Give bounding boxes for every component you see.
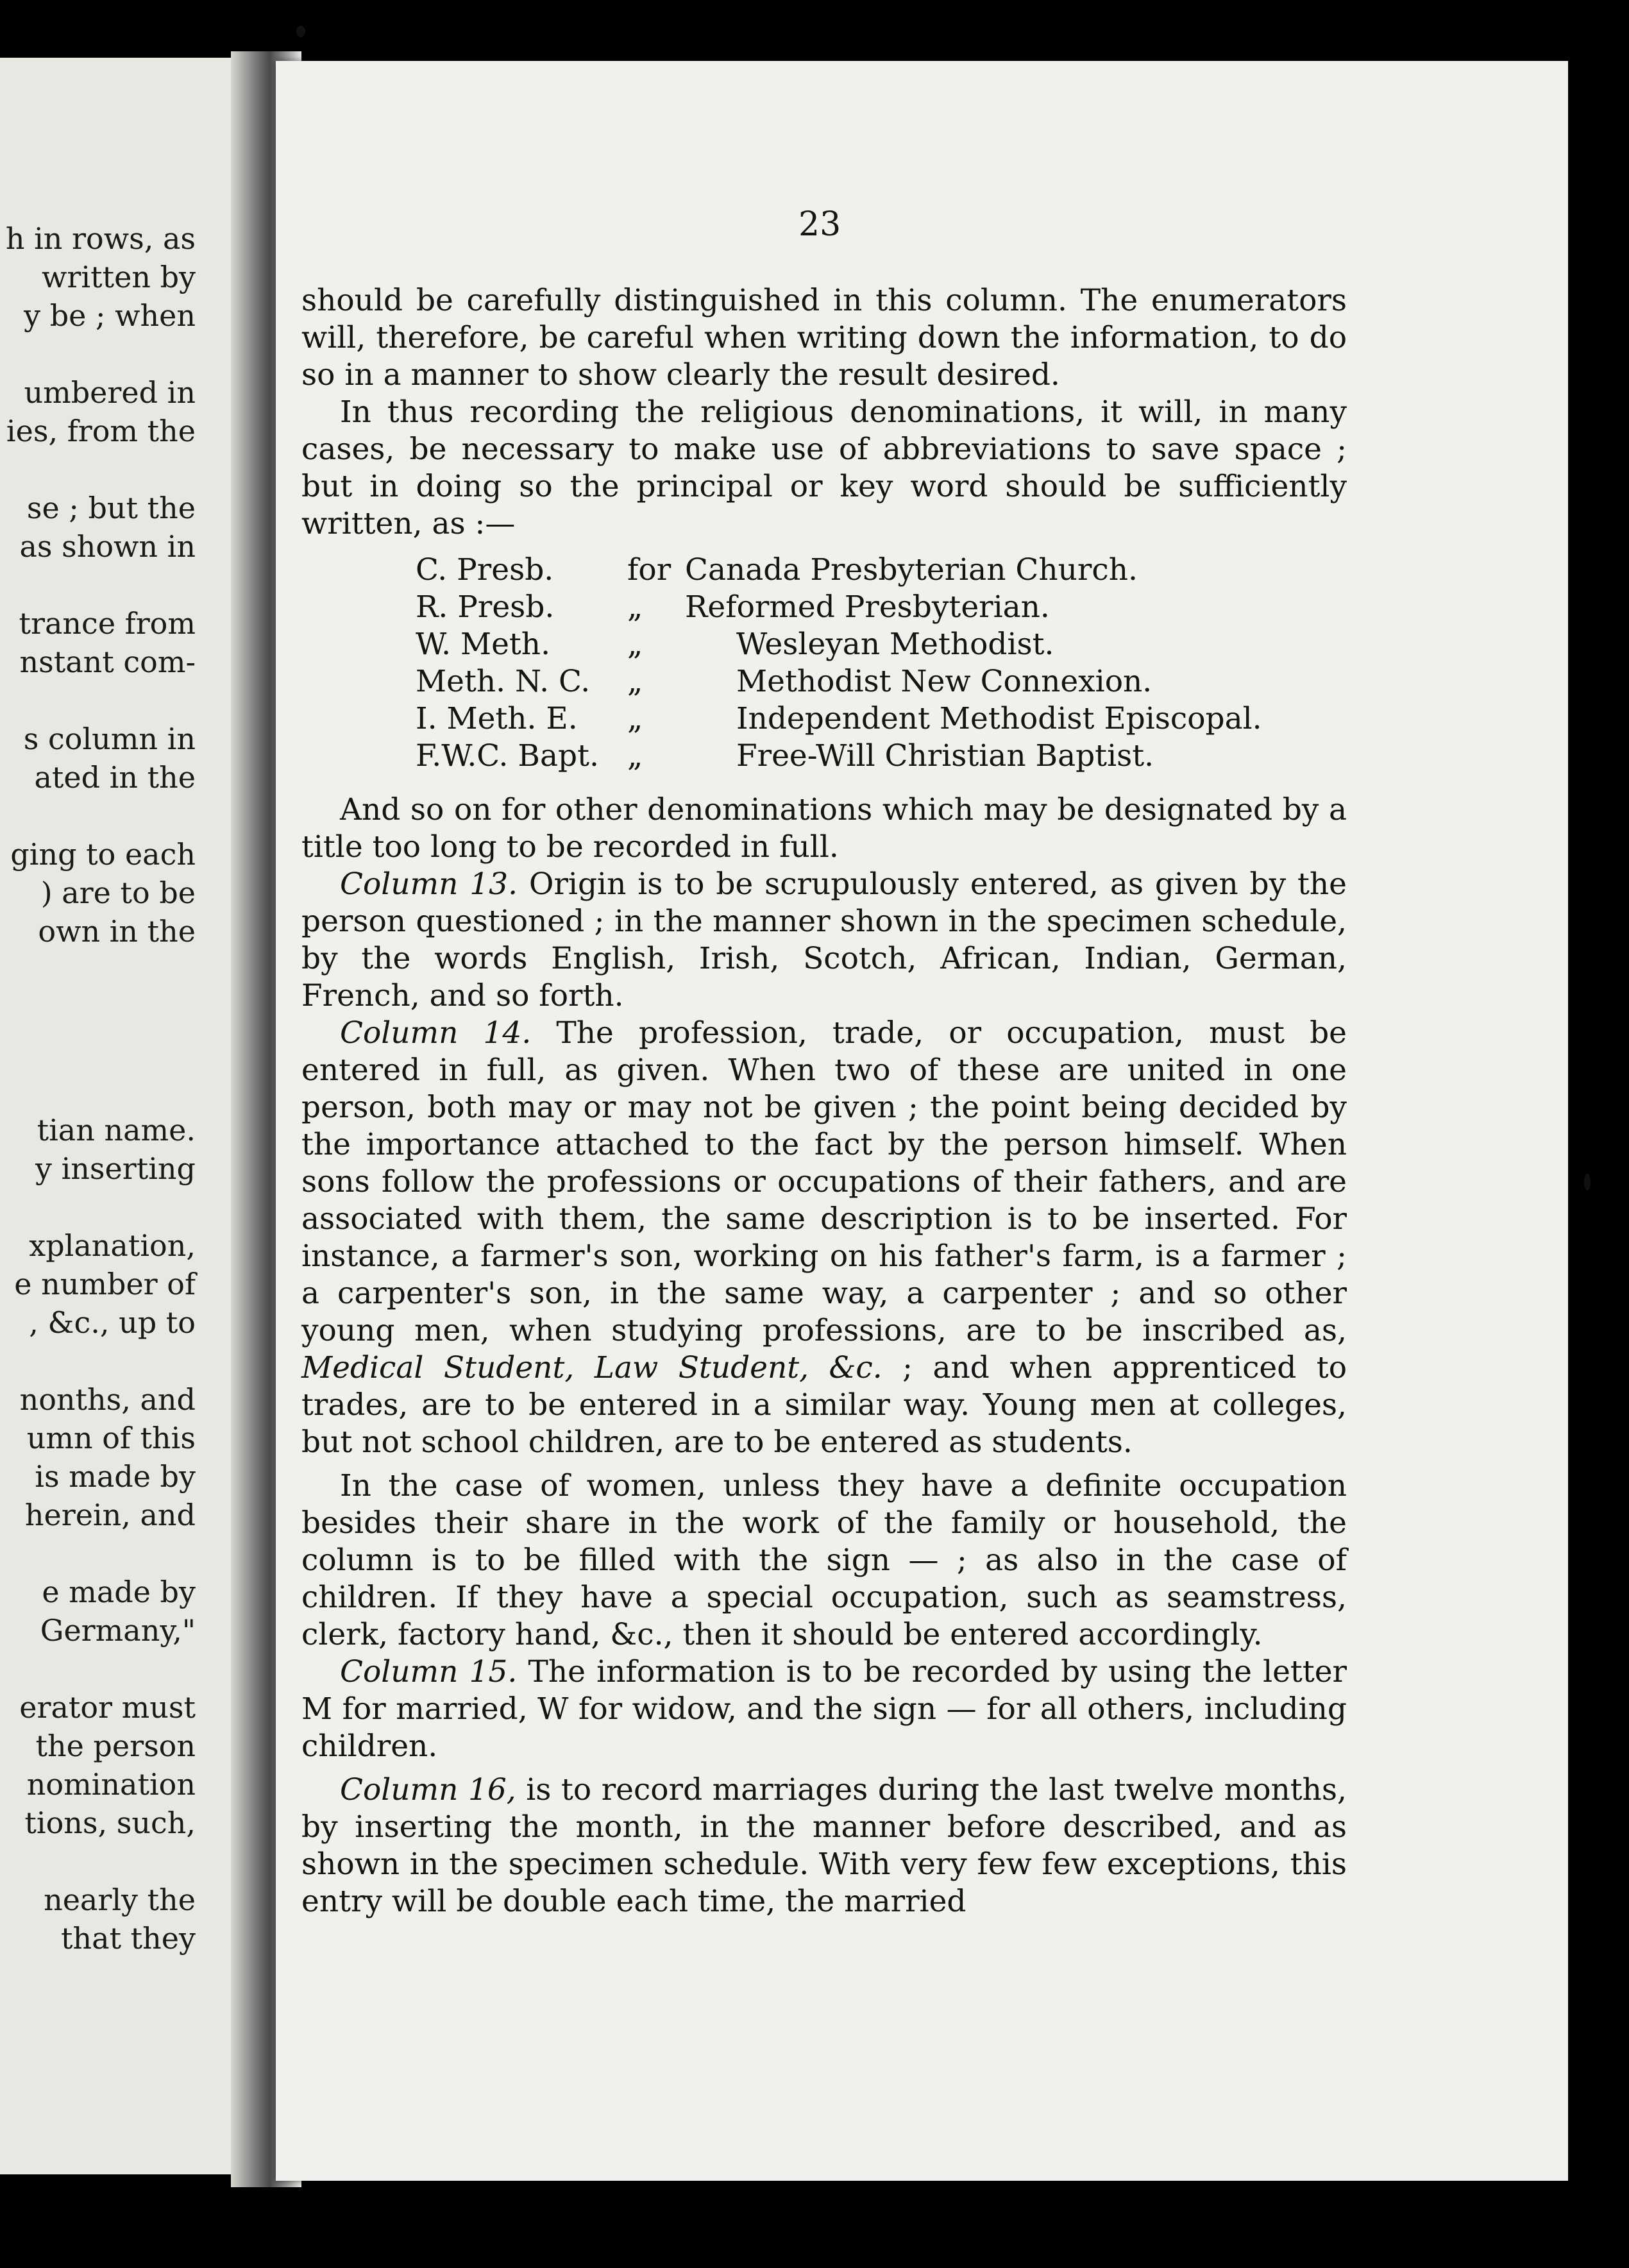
abbreviation-short: Meth. N. C. — [416, 664, 591, 699]
left-page-line: ies, from the — [6, 414, 196, 448]
left-page-line: nomination — [26, 1767, 196, 1802]
left-page-line: umn of this — [26, 1421, 196, 1455]
column-16-label: Column 16, — [340, 1772, 516, 1807]
abbreviation-row — [416, 663, 1262, 700]
column-14-text-b: ; and when apprenticed to trades, are to be entered in a similar way. Young men at colleges, but not school children, are to be entered as students. — [301, 1350, 1347, 1460]
left-page-line: own in the — [38, 914, 196, 949]
left-page-line: e number of — [14, 1267, 196, 1301]
column-14-text-a: The profession, trade, or occupation, must be entered in full, as given. When two of these are united in one person, both may or may not be given ; the point being decided by the importance attached to the fact by the person himself. When sons follow the professions or occupations of their fathers, and are associated with them, the same description is to be inserted. For instance, a farmer's son, working on his father's farm, is a farmer ; a carpenter's son, in the same way, a carpenter ; and so other young men, when studying professions, are to be inscribed as, — [301, 1015, 1347, 1348]
left-page-line: ated in the — [34, 760, 196, 795]
left-page-line: written by — [42, 260, 196, 294]
left-page-line: umbered in — [24, 375, 196, 410]
left-page-line: is made by — [35, 1459, 196, 1494]
column-14-italic-examples: Medical Student, Law Student, &c. — [301, 1350, 882, 1385]
column-14-label: Column 14. — [340, 1015, 532, 1051]
left-page-line: erator must — [19, 1690, 196, 1725]
paragraph-column-15 — [301, 1654, 1347, 1765]
left-page-line: ) are to be — [40, 876, 196, 910]
left-page-line: nstant com- — [19, 645, 196, 679]
abbreviation-row — [416, 700, 1262, 738]
abbreviation-short: W. Meth. — [416, 627, 551, 662]
abbreviation-row — [416, 589, 1262, 626]
left-page-line: Germany," — [40, 1613, 196, 1648]
abbreviation-short: F.W.C. Bapt. — [416, 738, 599, 774]
column-13-label: Column 13. — [340, 867, 518, 902]
left-page-line: h in rows, as — [5, 221, 196, 256]
paragraph-column-12-continued: should be carefully distinguished in this column. The enumerators will, therefore, be careful when writing down the information, to do so in a manner to show clearly the result desired. — [301, 283, 1347, 393]
abbreviation-short: R. Presb. — [416, 589, 555, 625]
left-facing-page — [0, 58, 257, 2174]
abbreviation-short: C. Presb. — [416, 552, 554, 588]
abbreviation-full: Independent Methodist Episcopal. — [736, 701, 1262, 736]
paragraph-abbreviations-intro: In thus recording the religious denominations, it will, in many cases, be necessary to make use of abbreviations to save space ; but in doing so the principal or key word should be sufficiently written, as :— — [301, 394, 1347, 541]
paragraph-other-denominations: And so on for other denominations which may be designated by a title too long to be recorded in full. — [301, 792, 1347, 865]
abbreviation-connector: for — [627, 552, 671, 588]
abbreviation-full: Wesleyan Methodist. — [736, 627, 1054, 662]
left-page-line: trance from — [19, 606, 196, 641]
left-page-line: as shown in — [19, 529, 196, 564]
abbreviation-connector: „ — [627, 589, 643, 625]
column-13-text: Origin is to be scrupulously entered, as given by the person questioned ; in the manner shown in the specimen schedule, by the words English, Irish, Scotch, African, Indian, German, French, and so forth. — [301, 867, 1347, 1013]
column-16-text: is to record marriages during the last twelve months, by inserting the month, in the manner before described, and as shown in the specimen schedule. With very few few exceptions, this entry will be double each time, the married — [301, 1772, 1347, 1919]
left-page-line: se ; but the — [26, 491, 196, 525]
abbreviation-row — [416, 626, 1262, 663]
abbreviation-row — [416, 552, 1262, 589]
left-page-line: the person — [35, 1729, 196, 1763]
abbreviation-full: Reformed Presbyterian. — [685, 589, 1050, 625]
left-page-line: that they — [61, 1921, 196, 1956]
abbreviation-connector: „ — [627, 627, 643, 662]
abbreviation-connector: „ — [627, 701, 643, 736]
column-15-text: The information is to be recorded by using the letter M for married, W for widow, and the sign — for all others, including children. — [301, 1654, 1347, 1764]
paragraph-women-occupation: In the case of women, unless they have a definite occupation besides their share in the work of the family or household, the column is to be filled with the sign — ; as also in the case of children. If they have a special occupation, such as seamstress, clerk, factory hand, &c., then it should be entered accordingly. — [301, 1468, 1347, 1652]
paragraph-column-14 — [301, 1015, 1347, 1461]
column-15-label: Column 15. — [340, 1654, 518, 1689]
left-page-line: , &c., up to — [29, 1305, 196, 1340]
abbreviation-connector: „ — [627, 664, 643, 699]
abbreviation-full: Canada Presbyterian Church. — [685, 552, 1138, 588]
abbreviation-connector: „ — [627, 738, 643, 774]
left-page-line: herein, and — [24, 1498, 196, 1532]
scan-speck — [1584, 1174, 1591, 1190]
abbreviation-list — [416, 552, 1262, 775]
scan-speck — [296, 26, 305, 37]
left-page-line: ging to each — [10, 837, 196, 872]
left-page-line: y be ; when — [24, 298, 196, 333]
left-page-line: s column in — [23, 722, 196, 756]
paragraph-column-13 — [301, 866, 1347, 1015]
left-page-line: nearly the — [44, 1883, 196, 1917]
abbreviation-full: Methodist New Connexion. — [736, 664, 1152, 699]
abbreviation-row — [416, 738, 1262, 775]
left-page-line: nonths, and — [19, 1382, 196, 1417]
paragraph-column-16 — [301, 1772, 1347, 1920]
left-page-line: xplanation, — [29, 1228, 196, 1263]
left-page-line: tions, such, — [24, 1806, 196, 1840]
left-page-line: y inserting — [35, 1151, 196, 1186]
left-page-line: e made by — [42, 1575, 196, 1609]
abbreviation-short: I. Meth. E. — [416, 701, 578, 736]
page-body — [301, 282, 1347, 1920]
left-page-line: tian name. — [37, 1113, 196, 1147]
page-number: 23 — [798, 205, 841, 244]
abbreviation-full: Free-Will Christian Baptist. — [736, 738, 1154, 774]
